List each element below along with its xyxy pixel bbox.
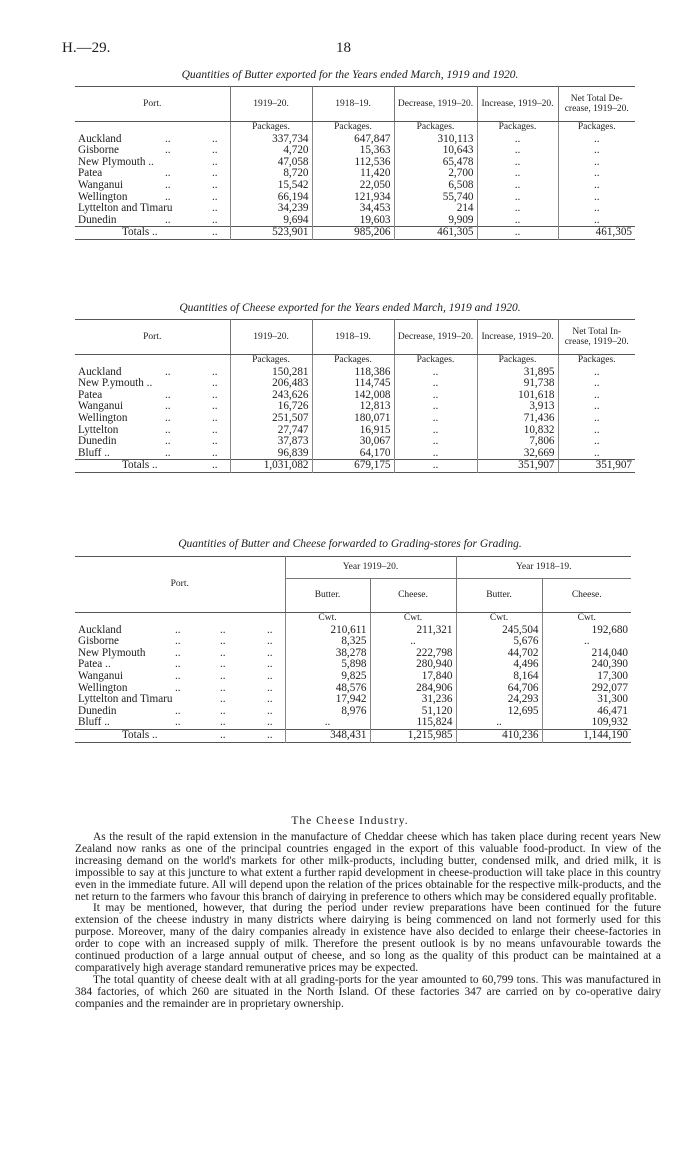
table-cell: 7,806 <box>477 436 558 448</box>
table-cell: 31,300 <box>542 694 631 706</box>
table-cell: .. <box>477 168 558 180</box>
table-cell: .. <box>558 378 635 390</box>
table-row <box>75 134 635 146</box>
total-cell: 410,236 <box>456 729 542 742</box>
grading-port-header: Port. <box>75 557 285 613</box>
table-cell: 214 <box>394 203 477 215</box>
leader-dots: .. <box>165 411 171 424</box>
port-label: Lyttelton <box>78 423 119 436</box>
table-cell: 17,942 <box>285 694 370 706</box>
table-cell: 17,840 <box>370 671 456 683</box>
leader-dots: .. <box>267 669 273 682</box>
table-cell: 222,798 <box>370 648 456 660</box>
table-row <box>75 717 631 729</box>
column-header: 1918–19. <box>312 320 394 355</box>
port-label: Wellington <box>78 681 128 694</box>
table-cell: .. <box>456 717 542 729</box>
column-header: 1919–20. <box>230 87 312 122</box>
total-cell: 523,901 <box>230 227 312 240</box>
totals-text: Totals .. <box>122 728 158 741</box>
table-cell: 118,386 <box>312 367 394 379</box>
year-1918-19-header: Year 1918–19. <box>456 557 631 579</box>
leader-dots: .. <box>212 435 218 448</box>
port-label: Auckland <box>78 365 122 378</box>
table-cell: .. <box>394 367 477 379</box>
table-cell: .. <box>394 378 477 390</box>
table-cell: .. <box>477 134 558 146</box>
table-cell: 8,720 <box>230 168 312 180</box>
leader-dots: .. <box>212 213 218 226</box>
leader-dots: .. <box>212 226 218 239</box>
table-cell: .. <box>558 215 635 227</box>
table-cell: 245,504 <box>456 625 542 637</box>
leader-dots: .. <box>212 459 218 472</box>
table-cell: 48,576 <box>285 683 370 695</box>
unit-label: Packages. <box>394 355 477 367</box>
leader-dots: .. <box>220 681 226 694</box>
table-cell: .. <box>370 636 456 648</box>
table-cell: 10,643 <box>394 145 477 157</box>
leader-dots: .. <box>267 623 273 636</box>
table-cell: 210,611 <box>285 625 370 637</box>
table-cell: 142,008 <box>312 390 394 402</box>
port-label: Dunedin <box>78 435 117 448</box>
table-cell: 64,706 <box>456 683 542 695</box>
port-label: Lyttelton and Timaru <box>78 693 173 706</box>
table-cell: 64,170 <box>312 448 394 460</box>
table-cell: 32,669 <box>477 448 558 460</box>
table-cell: .. <box>558 145 635 157</box>
table-cell: 15,542 <box>230 180 312 192</box>
column-header: Increase, 1919–20. <box>477 87 558 122</box>
column-header: Increase, 1919–20. <box>477 320 558 355</box>
table-cell: .. <box>542 636 631 648</box>
table-cell: 6,508 <box>394 180 477 192</box>
leader-dots: .. <box>220 728 226 741</box>
port-label: New P.ymouth .. <box>78 377 153 390</box>
leader-dots: .. <box>212 144 218 157</box>
unit-label: Packages. <box>312 355 394 367</box>
table-cell: 16,726 <box>230 401 312 413</box>
table-cell: 30,067 <box>312 436 394 448</box>
table-cell: 8,164 <box>456 671 542 683</box>
column-header: Decrease, 1919–20. <box>394 320 477 355</box>
port-label: Wellington <box>78 190 128 203</box>
table-cell: 115,824 <box>370 717 456 729</box>
leader-dots: .. <box>165 388 171 401</box>
table-cell: 38,278 <box>285 648 370 660</box>
column-header: Net Total De-crease, 1919–20. <box>558 87 635 122</box>
leader-dots: .. <box>267 716 273 729</box>
table-cell: 27,747 <box>230 425 312 437</box>
table-cell: 206,483 <box>230 378 312 390</box>
leader-dots: .. <box>267 646 273 659</box>
table-cell: 51,120 <box>370 706 456 718</box>
total-cell: .. <box>394 460 477 473</box>
table-cell: 3,913 <box>477 401 558 413</box>
port-label: Auckland <box>78 132 122 145</box>
leader-dots: .. <box>165 190 171 203</box>
butter-column-header: Butter. <box>285 579 370 613</box>
butter-export-table <box>75 86 635 240</box>
table-cell: .. <box>477 180 558 192</box>
table-cell: 19,603 <box>312 215 394 227</box>
total-cell: 348,431 <box>285 729 370 742</box>
leader-dots: .. <box>267 728 273 741</box>
table-cell: .. <box>558 134 635 146</box>
table-cell: 31,236 <box>370 694 456 706</box>
port-label: Wanganui <box>78 400 124 413</box>
table-row <box>75 671 631 683</box>
leader-dots: .. <box>175 635 181 648</box>
port-label: Patea <box>78 388 103 401</box>
paragraph: The total quantity of cheese dealt with at all grading-ports for the year amounted to 60,799 tons. This was manufactured in 384 factories, of which 260 are situated in the North Island. Of these factories 347 are carried on by co-operative dairy companies and the remainder are in proprietary ownership. <box>75 973 661 1010</box>
leader-dots: .. <box>212 167 218 180</box>
totals-row <box>75 227 635 240</box>
table-cell: .. <box>558 390 635 402</box>
table-cell: 150,281 <box>230 367 312 379</box>
table-cell: .. <box>477 215 558 227</box>
port-label: Auckland <box>78 623 122 636</box>
port-label: Gisborne <box>78 144 120 157</box>
table-cell: .. <box>477 203 558 215</box>
port-label: Gisborne <box>78 635 120 648</box>
table-cell: 8,325 <box>285 636 370 648</box>
paragraph: It may be mentioned, however, that during the period under review preparations have been continued for the future extension of the cheese industry in many districts where dairying is being commenced on land not formerly used for this purpose. Moreover, many of the dairy companies already in existence have also decided to enlarge their cheese-factories in order to cope with an increased supply of milk. Therefore the present outlook is by no means unfavourable towards the continued production of a large annual output of cheese, and so long as the quality of this product can be maintained at a comparatively high average standard remunerative prices may be expected. <box>75 902 661 974</box>
leader-dots: .. <box>220 704 226 717</box>
leader-dots: .. <box>212 377 218 390</box>
column-header: Net Total In-crease, 1919–20. <box>558 320 635 355</box>
table-cell: .. <box>558 425 635 437</box>
leader-dots: .. <box>267 658 273 671</box>
port-name <box>75 717 285 729</box>
body-text <box>75 832 661 1011</box>
leader-dots: .. <box>175 704 181 717</box>
table-cell: .. <box>558 448 635 460</box>
port-name <box>75 448 230 460</box>
table-cell: .. <box>558 401 635 413</box>
table-cell: 9,825 <box>285 671 370 683</box>
table-row <box>75 694 631 706</box>
leader-dots: .. <box>165 144 171 157</box>
leader-dots: .. <box>212 400 218 413</box>
total-cell: 1,144,190 <box>542 729 631 742</box>
table-cell: .. <box>558 157 635 169</box>
port-label: Bluff .. <box>78 446 110 459</box>
table-cell: .. <box>285 717 370 729</box>
butter-table-caption: Quantities of Butter exported for the Years ended March, 1919 and 1920. <box>181 69 519 81</box>
unit-label: Cwt. <box>285 613 370 625</box>
totals-label <box>75 227 230 240</box>
table-cell: 31,895 <box>477 367 558 379</box>
table-cell: .. <box>394 390 477 402</box>
table-cell: 44,702 <box>456 648 542 660</box>
table-cell: .. <box>394 401 477 413</box>
leader-dots: .. <box>165 423 171 436</box>
port-label: Lyttelton and Timaru <box>78 202 173 215</box>
column-header: 1919–20. <box>230 320 312 355</box>
table-cell: 11,420 <box>312 168 394 180</box>
table-row <box>75 448 635 460</box>
port-header: Port. <box>75 87 230 122</box>
table-cell: 109,932 <box>542 717 631 729</box>
table-cell: 12,695 <box>456 706 542 718</box>
table-cell: .. <box>558 192 635 204</box>
port-label: Dunedin <box>78 213 117 226</box>
leader-dots: .. <box>165 365 171 378</box>
leader-dots: .. <box>165 213 171 226</box>
grading-table-caption: Quantities of Butter and Cheese forwarded to Grading-stores for Grading. <box>178 538 522 550</box>
leader-dots: .. <box>212 190 218 203</box>
table-row <box>75 180 635 192</box>
table-cell: 251,507 <box>230 413 312 425</box>
leader-dots: .. <box>220 658 226 671</box>
table-cell: .. <box>558 413 635 425</box>
leader-dots: .. <box>165 400 171 413</box>
total-cell: 351,907 <box>477 460 558 473</box>
table-cell: 114,745 <box>312 378 394 390</box>
port-label: Dunedin <box>78 704 117 717</box>
table-row <box>75 436 635 448</box>
total-cell: 679,175 <box>312 460 394 473</box>
cheese-table-caption: Quantities of Cheese exported for the Years ended March, 1919 and 1920. <box>179 302 521 314</box>
table-cell: .. <box>394 436 477 448</box>
table-cell: 284,906 <box>370 683 456 695</box>
leader-dots: .. <box>220 646 226 659</box>
year-1919-20-header: Year 1919–20. <box>285 557 456 579</box>
leader-dots: .. <box>220 635 226 648</box>
table-cell: 5,676 <box>456 636 542 648</box>
table-cell: 101,618 <box>477 390 558 402</box>
port-label: New Plymouth .. <box>78 155 154 168</box>
leader-dots: .. <box>165 178 171 191</box>
unit-label: Packages. <box>230 355 312 367</box>
table-row <box>75 203 635 215</box>
totals-label <box>75 460 230 473</box>
port-label: Bluff .. <box>78 716 110 729</box>
table-cell: 16,915 <box>312 425 394 437</box>
table-cell: 37,873 <box>230 436 312 448</box>
leader-dots: .. <box>212 365 218 378</box>
total-cell: 461,305 <box>558 227 635 240</box>
leader-dots: .. <box>212 388 218 401</box>
table-cell: .. <box>394 425 477 437</box>
cheese-export-table <box>75 319 635 473</box>
unit-label: Cwt. <box>370 613 456 625</box>
leader-dots: .. <box>220 623 226 636</box>
port-header: Port. <box>75 320 230 355</box>
table-cell: 112,536 <box>312 157 394 169</box>
table-cell: 5,898 <box>285 659 370 671</box>
table-cell: 65,478 <box>394 157 477 169</box>
unit-label: Packages. <box>394 122 477 134</box>
leader-dots: .. <box>175 716 181 729</box>
table-cell: 280,940 <box>370 659 456 671</box>
leader-dots: .. <box>212 132 218 145</box>
table-cell: 24,293 <box>456 694 542 706</box>
totals-row <box>75 460 635 473</box>
table-cell: .. <box>394 448 477 460</box>
table-cell: .. <box>558 168 635 180</box>
table-cell: 10,832 <box>477 425 558 437</box>
table-cell: 9,694 <box>230 215 312 227</box>
leader-dots: .. <box>175 669 181 682</box>
leader-dots: .. <box>165 446 171 459</box>
table-row <box>75 157 635 169</box>
table-cell: 4,496 <box>456 659 542 671</box>
table-cell: .. <box>477 145 558 157</box>
table-cell: .. <box>558 436 635 448</box>
table-row <box>75 413 635 425</box>
port-label: Patea <box>78 167 103 180</box>
leader-dots: .. <box>212 411 218 424</box>
leader-dots: .. <box>220 693 226 706</box>
page-number: 18 <box>336 40 351 56</box>
table-cell: 34,453 <box>312 203 394 215</box>
total-cell: 985,206 <box>312 227 394 240</box>
table-cell: .. <box>477 192 558 204</box>
table-row <box>75 168 635 180</box>
leader-dots: .. <box>212 423 218 436</box>
table-cell: .. <box>394 413 477 425</box>
total-cell: 1,031,082 <box>230 460 312 473</box>
total-cell: 1,215,985 <box>370 729 456 742</box>
totals-label <box>75 729 285 742</box>
butter-column-header: Butter. <box>456 579 542 613</box>
section-title: The Cheese Industry. <box>291 815 409 827</box>
totals-row <box>75 729 631 742</box>
port-label: Wellington <box>78 411 128 424</box>
unit-label: Packages. <box>558 122 635 134</box>
table-cell: 46,471 <box>542 706 631 718</box>
table-cell: .. <box>477 157 558 169</box>
table-cell: 8,976 <box>285 706 370 718</box>
page-header <box>0 40 700 60</box>
unit-label: Cwt. <box>542 613 631 625</box>
totals-text: Totals .. <box>122 226 158 239</box>
leader-dots: .. <box>175 658 181 671</box>
table-cell: 15,363 <box>312 145 394 157</box>
unit-label: Cwt. <box>456 613 542 625</box>
document-reference: H.—29. <box>62 40 111 56</box>
table-cell: 22,050 <box>312 180 394 192</box>
table-cell: 47,058 <box>230 157 312 169</box>
cheese-column-header: Cheese. <box>542 579 631 613</box>
leader-dots: .. <box>220 716 226 729</box>
table-cell: 310,113 <box>394 134 477 146</box>
paragraph: As the result of the rapid extension in the manufacture of Cheddar cheese which has taken place during recent years New Zealand now ranks as one of the principal countries engaged in the export of this valuable food-product. In view of the increasing demand on the world's markets for other milk-products, including butter, condensed milk, and dried milk, it is impossible to say at this juncture to what extent a further rapid development in cheese-production will take place in this country even in the immediate future. All will depend upon the relation of the prices obtainable for the respective milk-products, and the net return to the farmers who favour this branch of dairying in preference to others which may be considered equally profitable. <box>75 831 661 903</box>
table-cell: 71,436 <box>477 413 558 425</box>
table-cell: .. <box>558 367 635 379</box>
table-cell: 211,321 <box>370 625 456 637</box>
table-row <box>75 706 631 718</box>
port-label: New Plymouth <box>78 646 146 659</box>
leader-dots: .. <box>175 681 181 694</box>
leader-dots: .. <box>175 646 181 659</box>
total-cell: 461,305 <box>394 227 477 240</box>
table-cell: 647,847 <box>312 134 394 146</box>
leader-dots: .. <box>175 623 181 636</box>
table-cell: 240,390 <box>542 659 631 671</box>
port-name <box>75 215 230 227</box>
table-cell: .. <box>558 203 635 215</box>
table-cell: 214,040 <box>542 648 631 660</box>
leader-dots: .. <box>212 155 218 168</box>
table-cell: 34,239 <box>230 203 312 215</box>
port-label: Patea .. <box>78 658 111 671</box>
table-cell: 17,300 <box>542 671 631 683</box>
total-cell: .. <box>477 227 558 240</box>
leader-dots: .. <box>212 202 218 215</box>
table-cell: 91,738 <box>477 378 558 390</box>
table-cell: 66,194 <box>230 192 312 204</box>
totals-text: Totals .. <box>122 459 158 472</box>
table-cell: 96,839 <box>230 448 312 460</box>
leader-dots: .. <box>267 704 273 717</box>
table-cell: 9,909 <box>394 215 477 227</box>
leader-dots: .. <box>165 167 171 180</box>
unit-label: Packages. <box>558 355 635 367</box>
table-cell: 55,740 <box>394 192 477 204</box>
cheese-column-header: Cheese. <box>370 579 456 613</box>
leader-dots: .. <box>267 681 273 694</box>
leader-dots: .. <box>220 669 226 682</box>
unit-label: Packages. <box>312 122 394 134</box>
grading-stores-table <box>75 556 631 743</box>
leader-dots: .. <box>267 693 273 706</box>
table-cell: 337,734 <box>230 134 312 146</box>
unit-label: Packages. <box>230 122 312 134</box>
port-label: Wanganui <box>78 178 124 191</box>
unit-label: Packages. <box>477 122 558 134</box>
table-cell: .. <box>558 180 635 192</box>
leader-dots: .. <box>212 178 218 191</box>
port-label: Wanganui <box>78 669 124 682</box>
unit-label: Packages. <box>477 355 558 367</box>
table-cell: 180,071 <box>312 413 394 425</box>
column-header: 1918–19. <box>312 87 394 122</box>
column-header: Decrease, 1919–20. <box>394 87 477 122</box>
leader-dots: .. <box>165 435 171 448</box>
table-cell: 2,700 <box>394 168 477 180</box>
table-cell: 192,680 <box>542 625 631 637</box>
table-cell: 12,813 <box>312 401 394 413</box>
leader-dots: .. <box>165 132 171 145</box>
table-cell: 292,077 <box>542 683 631 695</box>
leader-dots: .. <box>212 446 218 459</box>
table-cell: 243,626 <box>230 390 312 402</box>
leader-dots: .. <box>267 635 273 648</box>
table-row <box>75 215 635 227</box>
table-cell: 4,720 <box>230 145 312 157</box>
table-cell: 121,934 <box>312 192 394 204</box>
total-cell: 351,907 <box>558 460 635 473</box>
